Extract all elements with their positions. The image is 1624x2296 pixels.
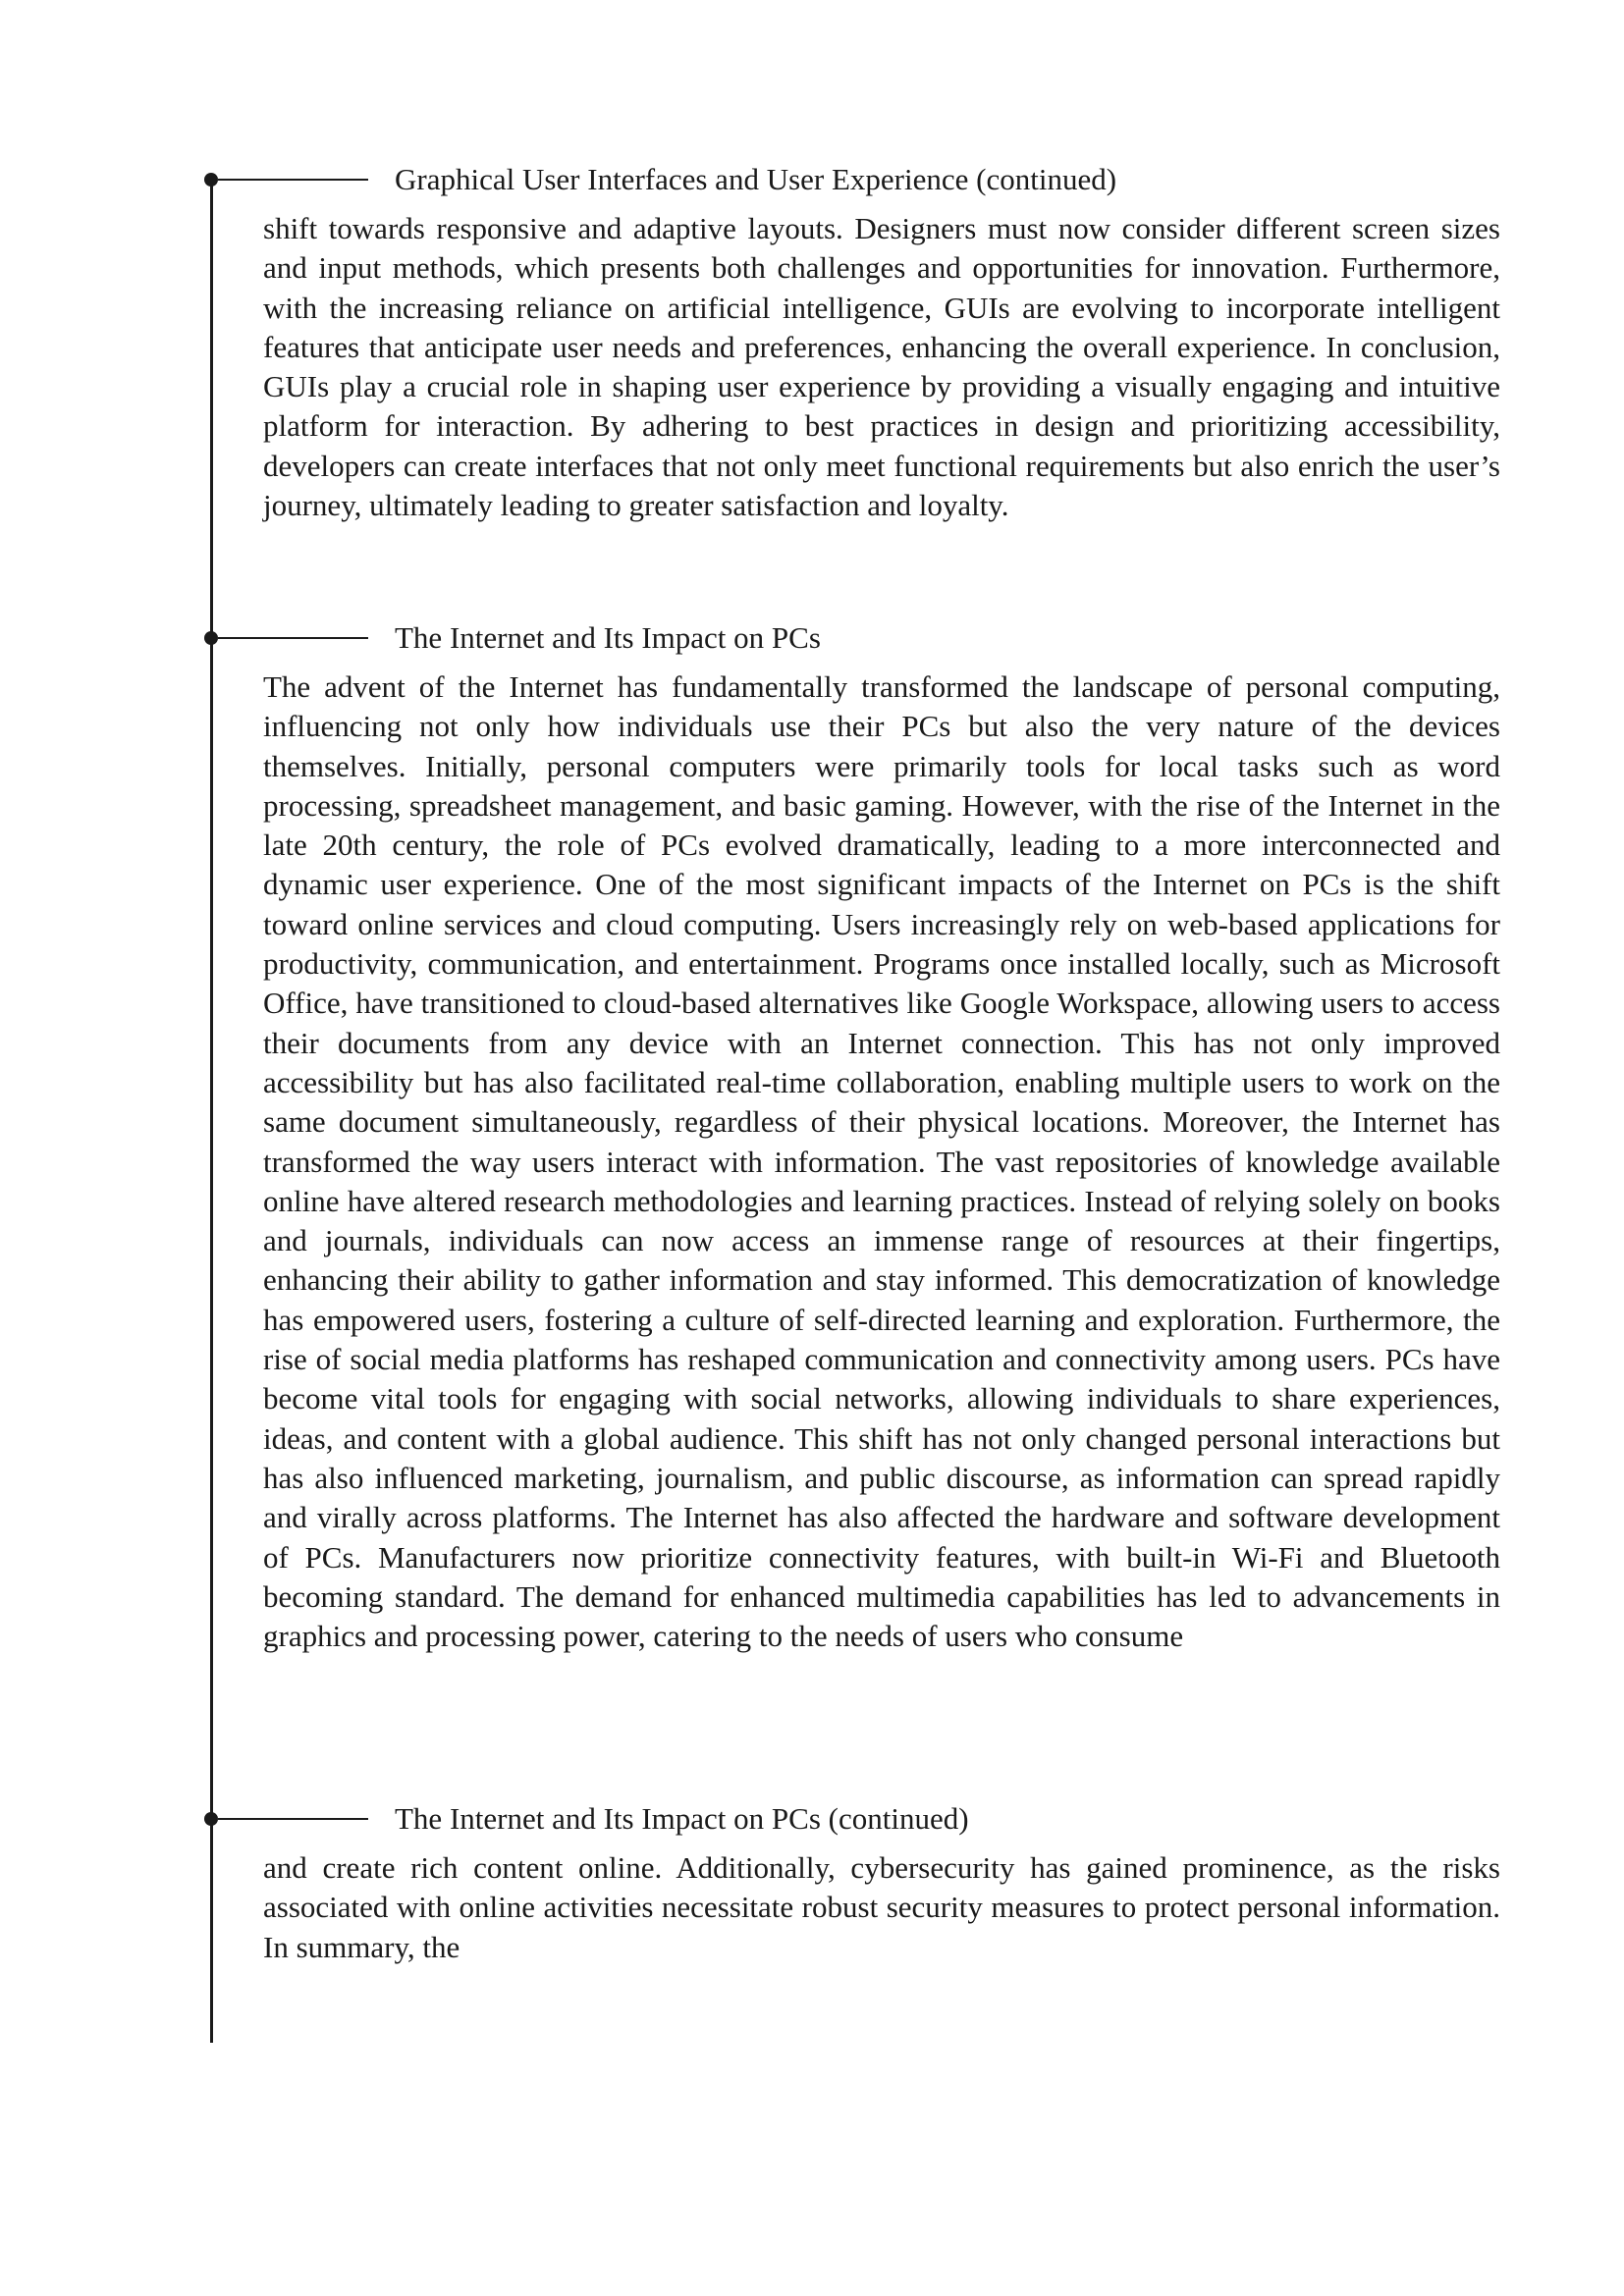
timeline-dot [204, 1812, 218, 1826]
section-body: and create rich content online. Additionally, cybersecurity has gained prominence, as the risks associated with online activities necessitate robust security measures to protect personal information. In summary, the [263, 1850, 1500, 1964]
timeline-connector [218, 637, 368, 639]
timeline-dot [204, 631, 218, 645]
section-heading: The Internet and Its Impact on PCs (continued) [395, 1801, 969, 1836]
section-heading: Graphical User Interfaces and User Experience (continued) [395, 162, 1117, 196]
timeline-connector [218, 179, 368, 181]
section-body: The advent of the Internet has fundamentally transformed the landscape of personal computing, influencing not only how individuals use their PCs but also the very nature of the devices themselves. Initially, personal computers were primarily tools for local tasks such as word processing, spreadsheet management, and basic gaming. However, with the rise of the Internet in the late 20th century, the role of PCs evolved dramatically, leading to a more interconnected and dynamic user experience. One of the most significant impacts of the Internet on PCs is the shift toward online services and cloud computing. Users increasingly rely on web-based applications for productivity, communication, and entertainment. Programs once installed locally, such as Microsoft Office, have transitioned to cloud-based alternatives like Google Workspace, allowing users to access their documents from any device with an Internet connection. This has not only improved accessibility but has also facilitated real-time collaboration, enabling multiple users to work on the same document simultaneously, regardless of their physical locations. Moreover, the Internet has transformed the way users interact with information. The vast repositories of knowledge available online have altered research methodologies and learning practices. Instead of relying solely on books and journals, individuals can now access an immense range of resources at their fingertips, enhancing their ability to gather information and stay informed. This democratization of knowledge has empowered users, fostering a culture of self-directed learning and exploration. Furthermore, the rise of social media platforms has reshaped communication and connectivity among users. PCs have become vital tools for engaging with social networks, allowing individuals to share experiences, ideas, and content with a global audience. This shift has not only changed personal interactions but has also influenced marketing, journalism, and public discourse, as information can spread rapidly and virally across platforms. The Internet has also affected the hardware and software development of PCs. Manufacturers now prioritize connectivity features, with built-in Wi-Fi and Bluetooth becoming standard. The demand for enhanced multimedia capabilities has led to advancements in graphics and processing power, catering to the needs of users who consume [263, 669, 1500, 1654]
section-heading: The Internet and Its Impact on PCs [395, 620, 821, 655]
timeline-line [210, 179, 213, 2043]
timeline-dot [204, 173, 218, 187]
section-body: shift towards responsive and adaptive layouts. Designers must now consider different screen sizes and input methods, which presents both challenges and opportunities for innovation. Furthermore, with the increasing reliance on artificial intelligence, GUIs are evolving to incorporate intelligent features that anticipate user needs and preferences, enhancing the overall experience. In conclusion, GUIs play a crucial role in shaping user experience by providing a visually engaging and intuitive platform for interaction. By adhering to best practices in design and prioritizing accessibility, developers can create interfaces that not only meet functional requirements but also enrich the user’s journey, ultimately leading to greater satisfaction and loyalty. [263, 211, 1500, 523]
timeline-connector [218, 1818, 368, 1820]
